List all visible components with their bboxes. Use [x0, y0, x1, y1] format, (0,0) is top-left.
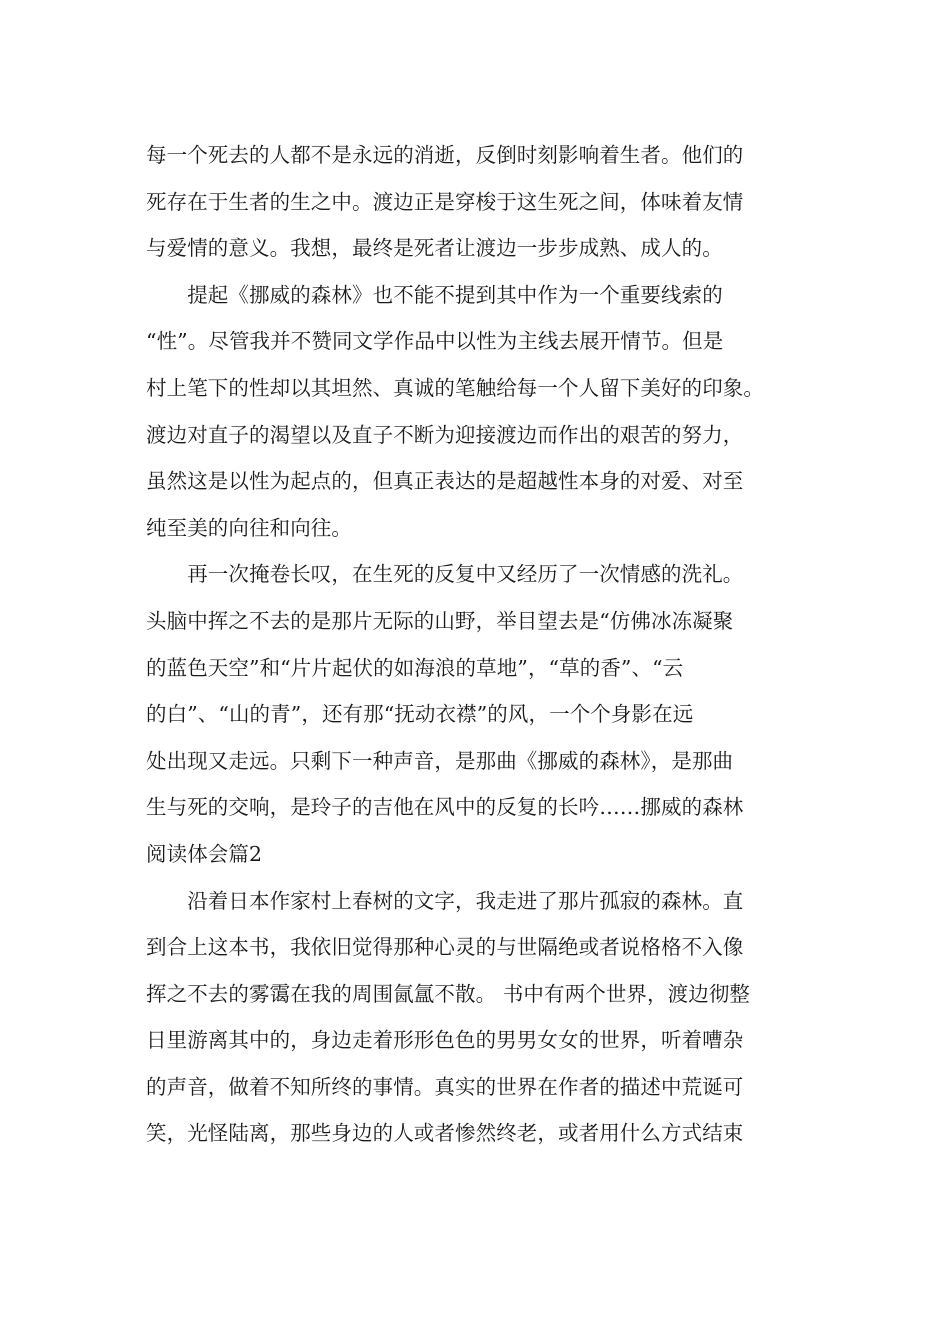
text-line: 笑，光怪陆离，那些身边的人或者惨然终老，或者用什么方式结束	[146, 1121, 744, 1146]
text-line: 的蓝色天空”和“片片起伏的如海浪的草地”，“草的香”、“云	[146, 655, 684, 680]
text-line: 每一个死去的人都不是永远的消逝，反倒时刻影响着生者。他们的	[146, 143, 744, 167]
text-line: “性”。尽管我并不赞同文学作品中以性为主线去展开情节。但是	[146, 329, 724, 354]
text-line: 的白”、“山的青”，还有那“抚动衣襟”的风，一个个身影在远	[146, 702, 694, 727]
text-line: 沿着日本作家村上春树的文字，我走进了那片孤寂的森林。直	[146, 888, 744, 913]
text-line: 生与死的交响，是玲子的吉他在风中的反复的长吟……挪威的森林	[146, 795, 744, 820]
text-line: 渡边对直子的渴望以及直子不断为迎接渡边而作出的艰苦的努力，	[146, 422, 744, 447]
text-line: 再一次掩卷长叹，在生死的反复中又经历了一次情感的洗礼。	[146, 562, 744, 587]
text-line: 虽然这是以性为起点的，但真正表达的是超越性本身的对爱、对至	[146, 469, 744, 494]
text-line: 的声音，做着不知所终的事情。真实的世界在作者的描述中荒诞可	[146, 1074, 744, 1099]
text-body	[146, 132, 826, 1157]
text-line: 到合上这本书，我依旧觉得那种心灵的与世隔绝或者说格格不入像	[146, 935, 744, 960]
text-line: 死存在于生者的生之中。渡边正是穿梭于这生死之间，体味着友情	[146, 189, 744, 214]
text-line: 处出现又走远。只剩下一种声音，是那曲《挪威的森林》，是那曲	[146, 748, 734, 773]
text-line: 纯至美的向往和向往。	[146, 515, 352, 540]
section-heading: 阅读体会篇2	[146, 841, 263, 866]
text-line: 与爱情的意义。我想，最终是死者让渡边一步步成熟、成人的。	[146, 236, 723, 261]
text-line: 头脑中挥之不去的是那片无际的山野，举目望去是“仿佛冰冻凝聚	[146, 608, 734, 633]
text-line: 村上笔下的性却以其坦然、真诚的笔触给每一个人留下美好的印象。	[146, 375, 764, 400]
text-line: 挥之不去的雾霭在我的周围氤氲不散。 书中有两个世界，渡边彻整	[146, 981, 751, 1006]
text-line: 日里游离其中的，身边走着形形色色的男男女女的世界，听着嘈杂	[146, 1028, 744, 1053]
text-line: 提起《挪威的森林》也不能不提到其中作为一个重要线索的	[146, 282, 723, 307]
